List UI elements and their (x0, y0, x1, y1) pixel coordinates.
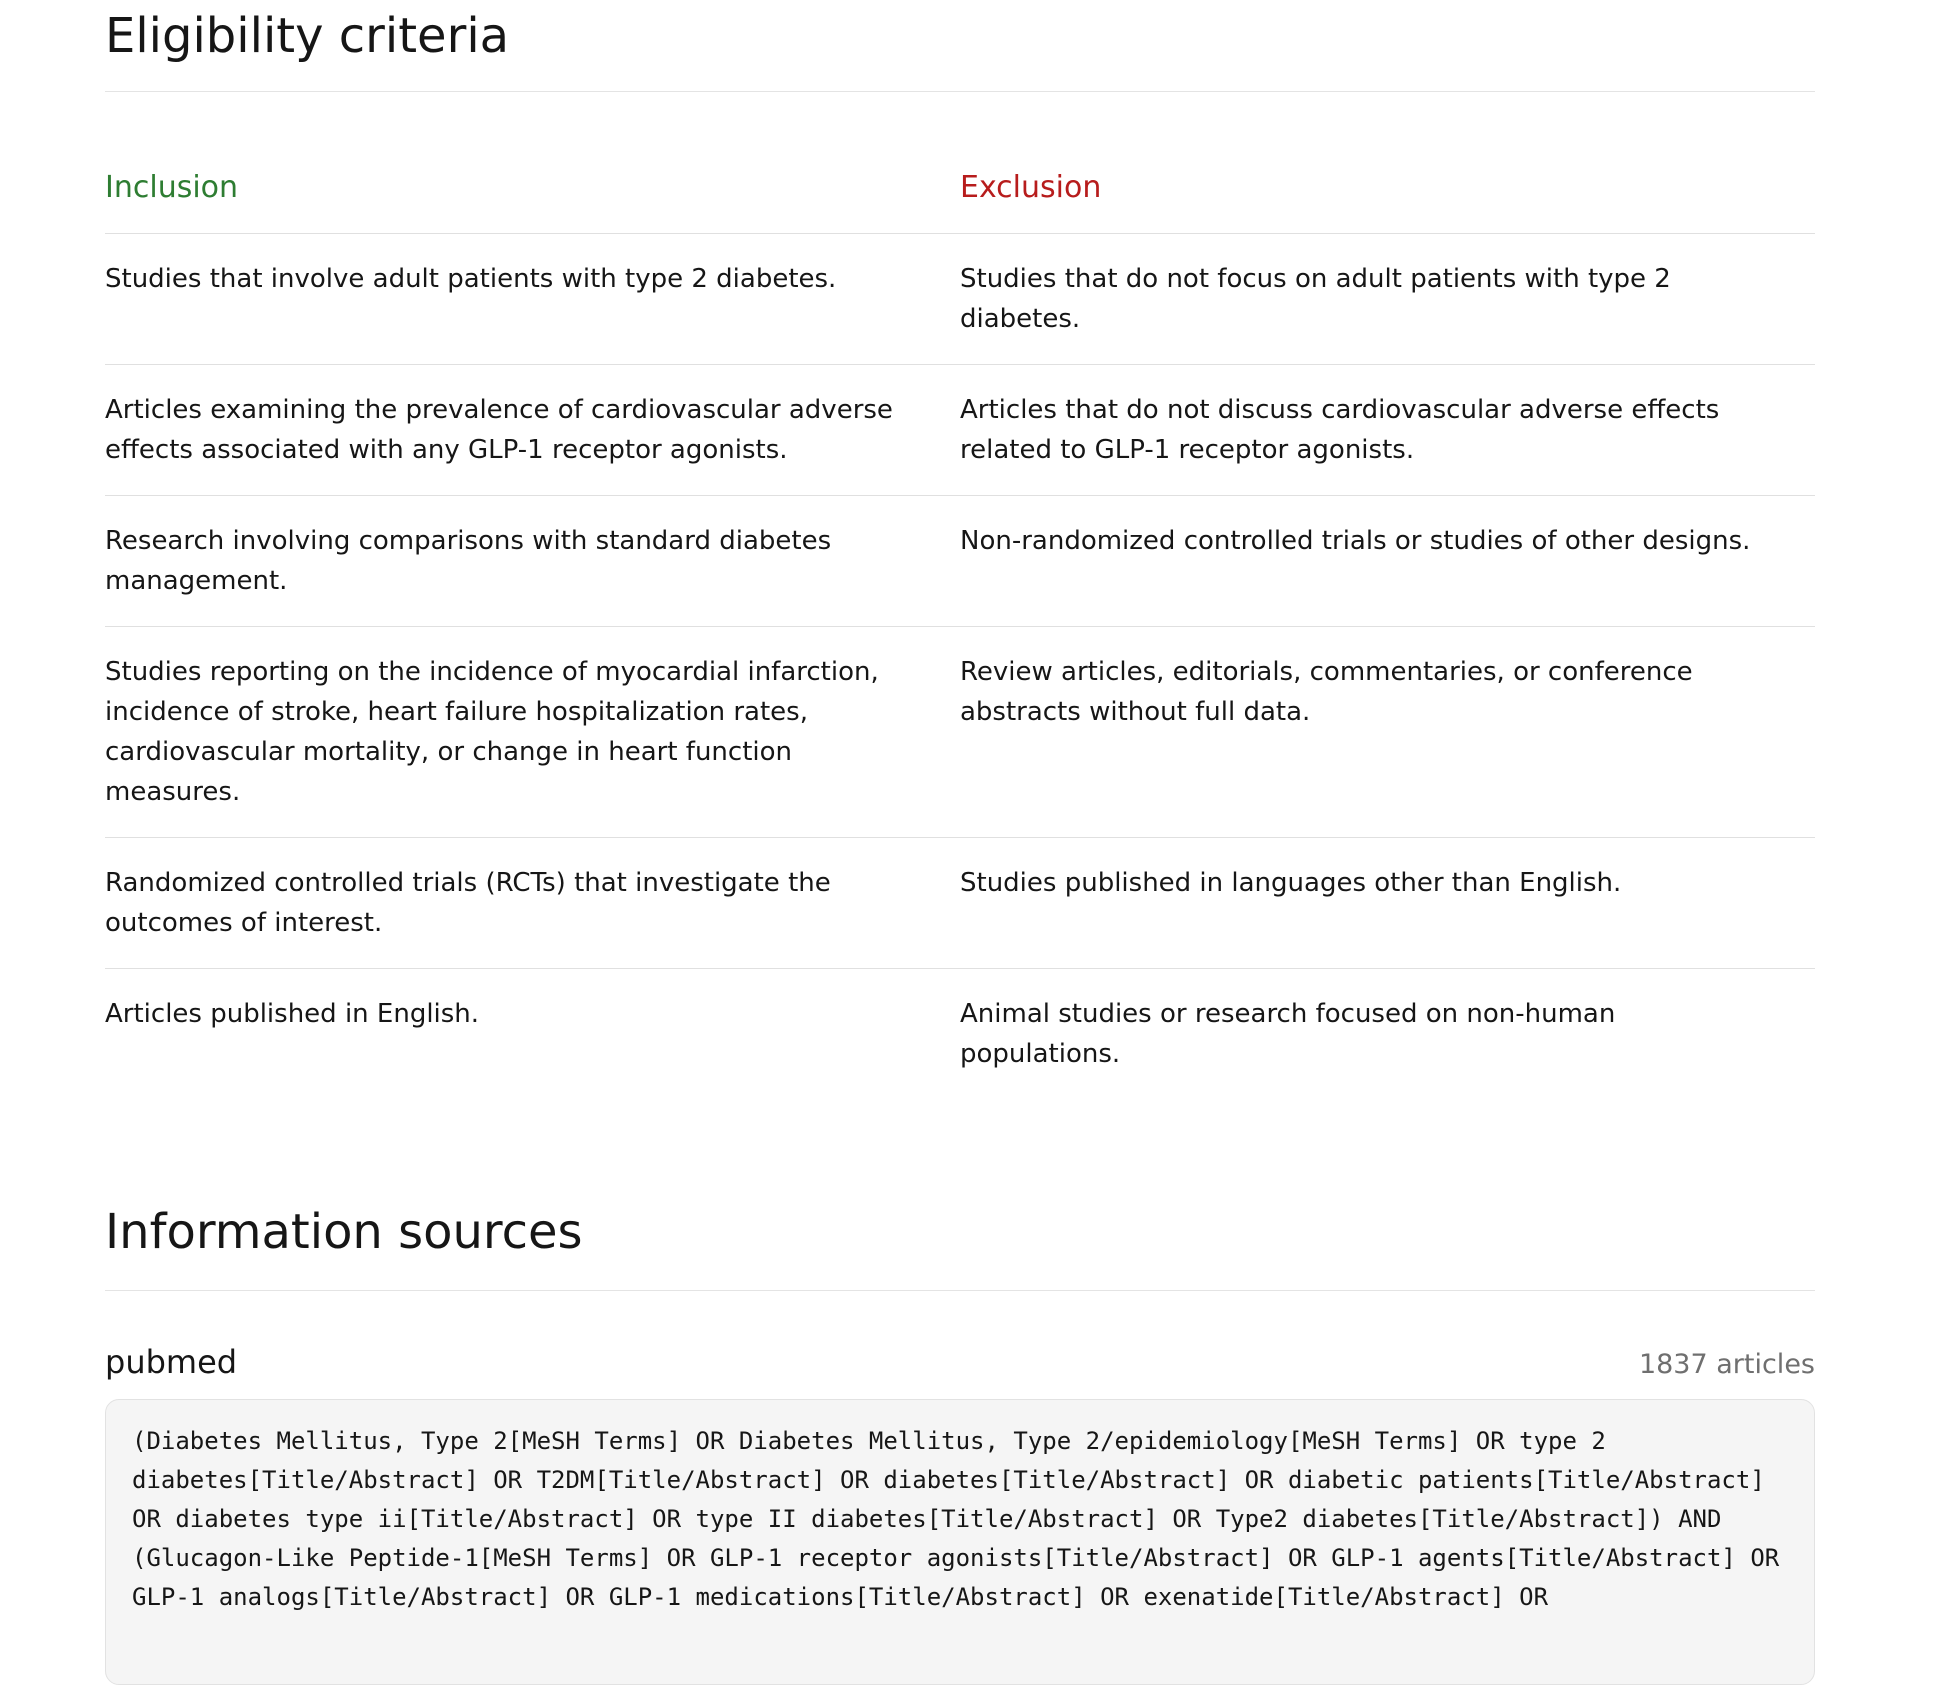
inclusion-cell: Randomized controlled trials (RCTs) that investigate the outcomes of interest. (105, 838, 960, 969)
page (105, 0, 1815, 1685)
criteria-row (105, 234, 1815, 365)
exclusion-cell: Animal studies or research focused on non-human populations. (960, 999, 1616, 1069)
inclusion-cell: Articles examining the prevalence of cardiovascular adverse effects associated with any GLP-1 receptor agonists. (105, 365, 960, 496)
criteria-row (105, 627, 1815, 838)
exclusion-cell: Studies published in languages other than English. (960, 838, 1815, 969)
exclusion-cell: Articles that do not discuss cardiovascular adverse effects related to GLP-1 receptor agonists. (960, 365, 1815, 496)
search-query-box[interactable]: (Diabetes Mellitus, Type 2[MeSH Terms] OR Diabetes Mellitus, Type 2/epidemiology[MeSH Terms] OR type 2 diabetes[Title/Abstract] OR T2DM[Title/Abstract] OR diabetes[Title/Abstract] OR diabetic patients[Title/Abstract] OR diabetes type ii[Title/Abstract] OR type II diabetes[Title/Abstract] OR Type2 diabetes[Title/Abstract]) AND (Glucagon-Like Peptide-1[MeSH Terms] OR GLP-1 receptor agonists[Title/Abstract] OR GLP-1 agents[Title/Abstract] OR GLP-1 analogs[Title/Abstract] OR GLP-1 medications[Title/Abstract] OR exenatide[Title/Abstract] OR (105, 1399, 1815, 1685)
information-sources-title: Information sources (105, 1204, 1815, 1291)
exclusion-cell: Review articles, editorials, commentaries, or conference abstracts without full data. (960, 627, 1815, 838)
exclusion-cell: Non-randomized controlled trials or studies of other designs. (960, 496, 1815, 627)
inclusion-cell: Articles published in English. (105, 999, 480, 1029)
source-article-count: 1837 articles (1638, 1348, 1815, 1380)
eligibility-criteria-table (105, 170, 1815, 1099)
exclusion-header: Exclusion (960, 170, 1815, 234)
source-name: pubmed (105, 1342, 238, 1381)
criteria-row (105, 365, 1815, 496)
inclusion-cell: Research involving comparisons with standard diabetes management. (105, 496, 960, 627)
eligibility-criteria-title: Eligibility criteria (105, 0, 1815, 92)
source-header-pubmed (105, 1343, 1815, 1381)
inclusion-cell: Studies that involve adult patients with type 2 diabetes. (105, 234, 960, 365)
criteria-row (105, 969, 1815, 1100)
criteria-header-row (105, 170, 1815, 234)
exclusion-cell: Studies that do not focus on adult patients with type 2 diabetes. (960, 234, 1815, 365)
inclusion-header: Inclusion (105, 170, 960, 234)
criteria-row (105, 838, 1815, 969)
inclusion-cell: Studies reporting on the incidence of myocardial infarction, incidence of stroke, heart failure hospitalization rates, cardiovascular mortality, or change in heart function measures. (105, 627, 960, 838)
criteria-row (105, 496, 1815, 627)
